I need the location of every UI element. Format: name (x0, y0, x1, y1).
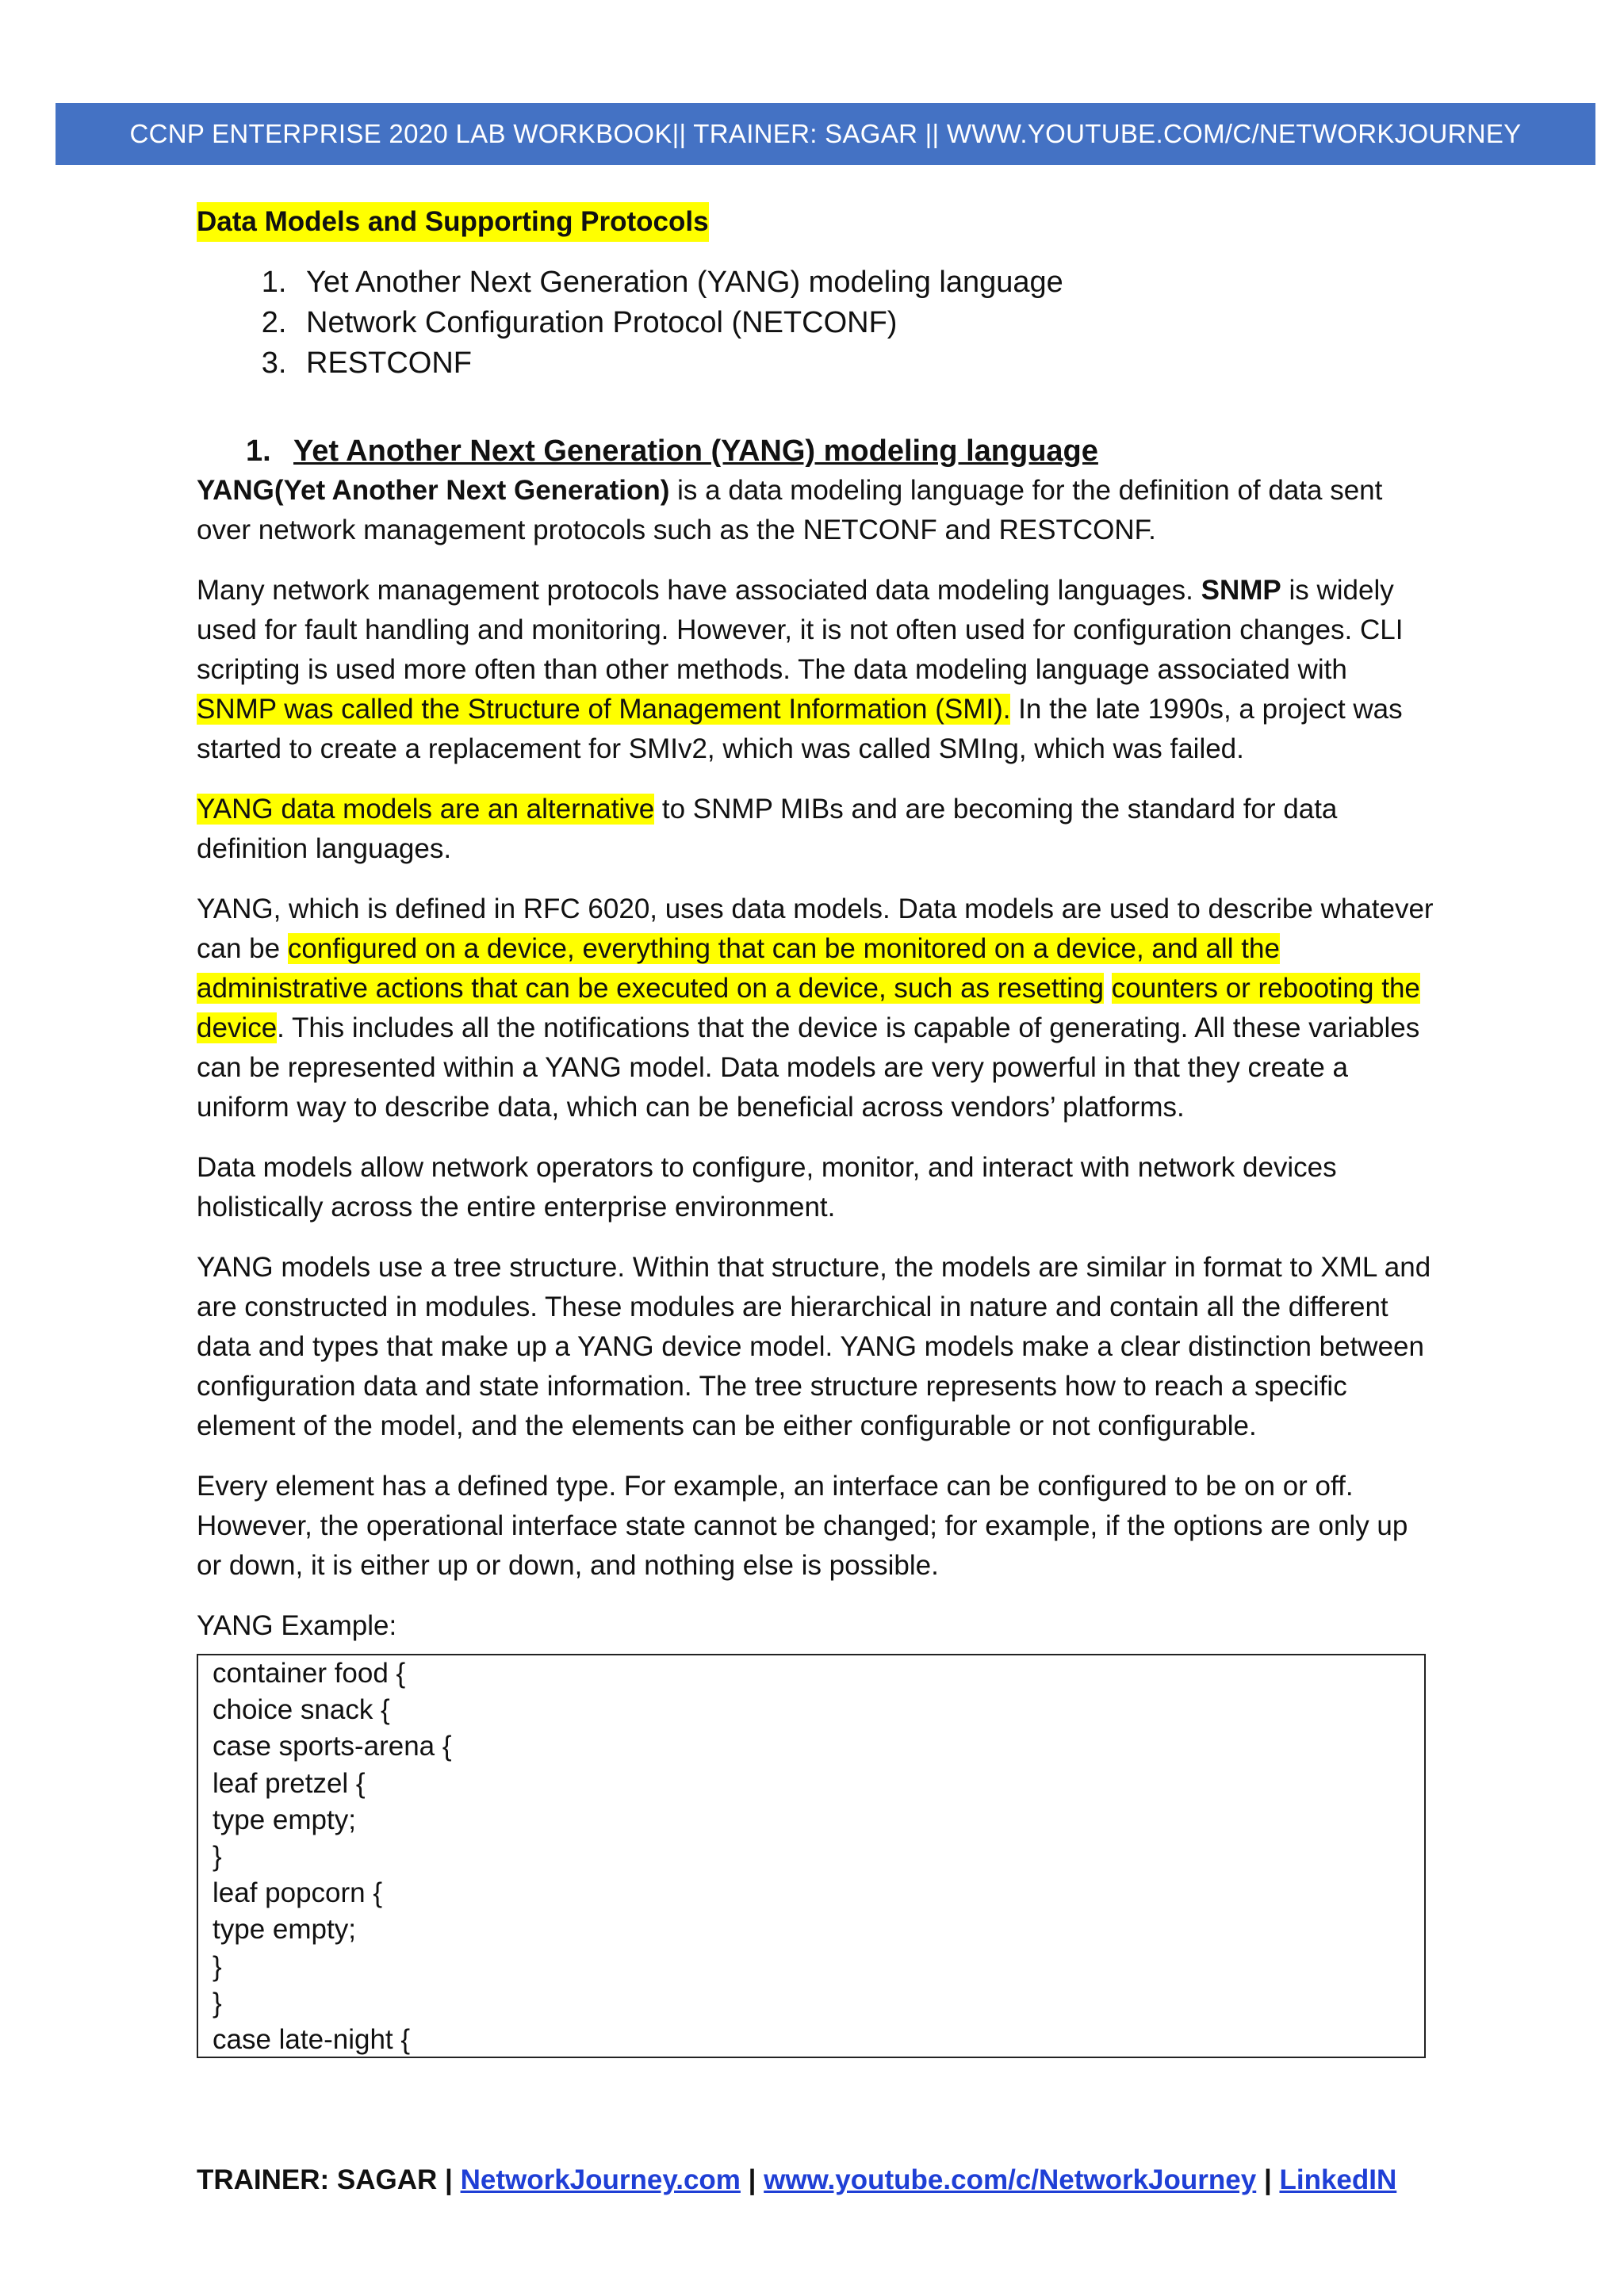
code-line: container food { (213, 1658, 406, 1689)
paragraph-snmp: Many network management protocols have associated data modeling languages. SNMP is widely used for fault handling and monitoring. However, it is not often used for configuration changes. CLI scripting is used more often than other methods. The data modeling language associated with SNMP was called the Structure of Management Information (SMI). In the late 1990s, a project was started to create a replacement for SMIv2, which was called SMIng, which was failed. (197, 575, 1404, 764)
code-line: } (213, 1841, 222, 1873)
page-footer: TRAINER: SAGAR | NetworkJourney.com | www.youtube.com/c/NetworkJourney | LinkedIN (197, 2164, 1397, 2195)
header-text: CCNP ENTERPRISE 2020 LAB WORKBOOK|| TRAINER: SAGAR || WWW.YOUTUBE.COM/C/NETWORKJOURNEY (129, 119, 1522, 148)
code-line: choice snack { (213, 1694, 390, 1726)
paragraph-yang-intro: YANG(Yet Another Next Generation) is a data modeling language for the definition of data sent over network management protocols such as the NETCONF and RESTCONF. (197, 475, 1383, 545)
code-line: case sports-arena { (213, 1731, 452, 1762)
code-line: } (213, 1950, 222, 1982)
subsection-number: 1. (246, 434, 271, 468)
toc-item: 1. Yet Another Next Generation (YANG) modeling language (295, 262, 1434, 303)
toc-item: 2. Network Configuration Protocol (NETCONF) (295, 303, 1434, 343)
subsection-heading (197, 431, 1434, 471)
code-example-box (197, 1654, 1426, 2058)
toc-item: 3. RESTCONF (295, 343, 1434, 384)
paragraph-yang-alternative: YANG data models are an alternative to SNMP MIBs and are becoming the standard for data definition languages. (197, 794, 1338, 864)
code-line: leaf popcorn { (213, 1877, 383, 1909)
example-label: YANG Example: (197, 1610, 397, 1641)
linkedin-link[interactable]: LinkedIN (1279, 2164, 1397, 2195)
subsection-title: Yet Another Next Generation (YANG) modeling language (293, 434, 1098, 468)
code-line: leaf pretzel { (213, 1767, 366, 1799)
paragraph-data-models: Data models allow network operators to configure, monitor, and interact with network devices holistically across the entire enterprise environment. (197, 1152, 1337, 1223)
paragraph-element-type: Every element has a defined type. For example, an interface can be configured to be on or off. However, the operational interface state cannot be changed; for example, if the options are only up or down, it is either up or down, and nothing else is possible. (197, 1471, 1408, 1581)
document-body (197, 202, 1434, 2058)
networkjourney-link[interactable]: NetworkJourney.com (460, 2164, 741, 2195)
code-line: case late-night { (213, 2024, 411, 2056)
code-line: type empty; (213, 1804, 356, 1835)
section-title: Data Models and Supporting Protocols (197, 202, 1434, 242)
paragraph-tree-structure: YANG models use a tree structure. Within that structure, the models are similar in format to XML and are constructed in modules. These modules are hierarchical in nature and contain all the different data and types that make up a YANG device model. YANG models make a clear distinction between configuration data and state information. The tree structure represents how to reach a specific element of the model, and the elements can be either configurable or not configurable. (197, 1252, 1431, 1441)
code-line: type empty; (213, 1914, 356, 1946)
code-line: } (213, 1987, 222, 2019)
paragraph-rfc6020: YANG, which is defined in RFC 6020, uses data models. Data models are used to describe whatever can be configured on a device, everything that can be monitored on a device, and all the administrative actions that can be executed on a device, such as resetting counters or rebooting the device. This includes all the notifications that the device is capable of generating. All these variables can be represented within a YANG model. Data models are very powerful in that they create a uniform way to describe data, which can be beneficial across vendors’ platforms. (197, 894, 1434, 1123)
youtube-link[interactable]: www.youtube.com/c/NetworkJourney (764, 2164, 1257, 2195)
table-of-contents (197, 262, 1434, 384)
page-header (56, 103, 1595, 165)
